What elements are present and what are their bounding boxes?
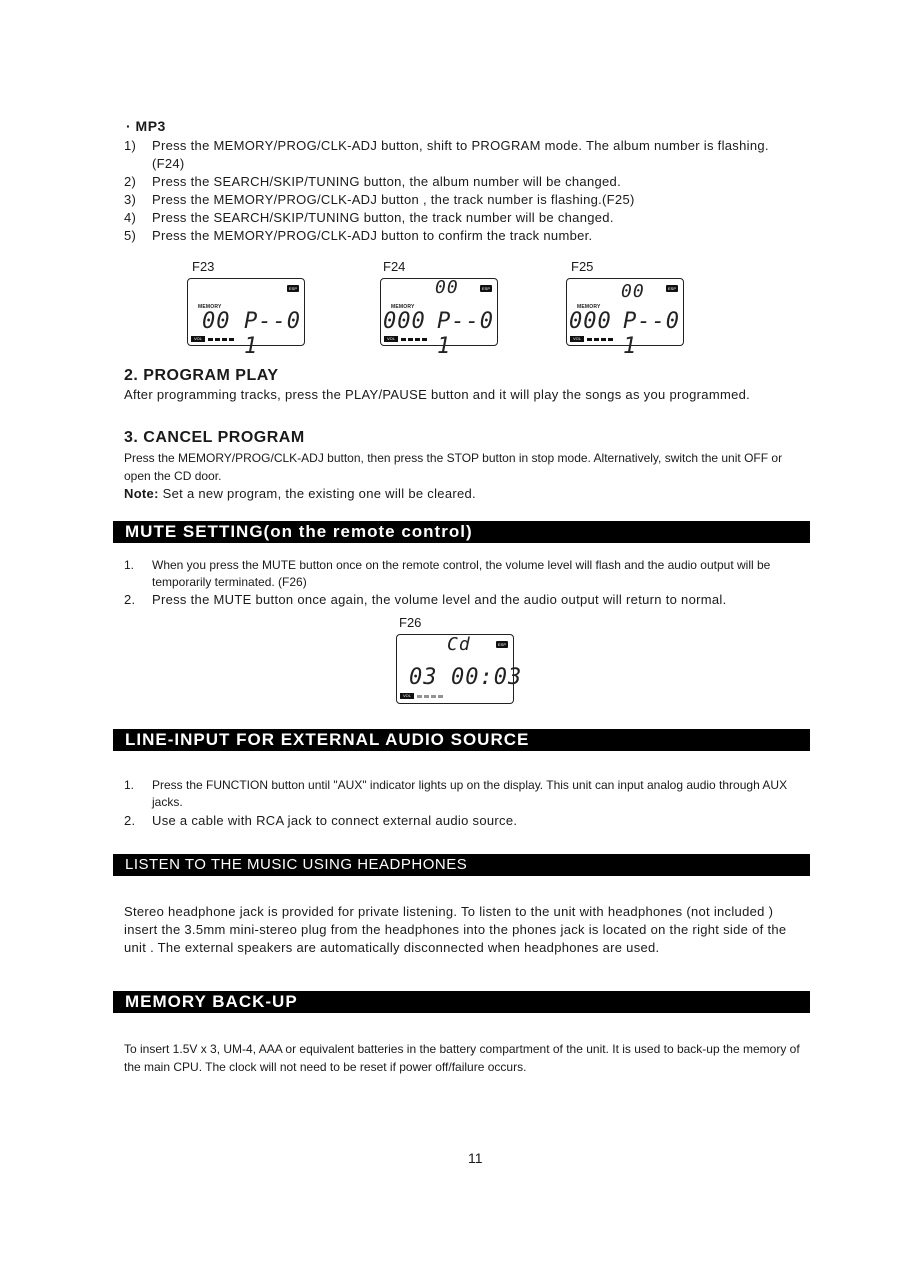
track-number: 03 [409, 665, 438, 690]
volume-level-bars [208, 338, 236, 341]
line-input-steps [124, 777, 804, 811]
memory-indicator: MEMORY [391, 304, 415, 310]
vol-indicator: VOL [191, 336, 205, 342]
mp3-steps [124, 137, 804, 245]
program-number: P--0 1 [244, 309, 301, 359]
figure-label-f24: F24 [383, 259, 406, 274]
album-number: 000 [383, 309, 426, 334]
note [124, 485, 804, 503]
volume-level-bars [417, 695, 445, 698]
list-item: 1. Press the FUNCTION button until "AUX" indicator lights up on the display. This unit can input analog audio through AUX jacks. [124, 778, 788, 809]
cancel-program-title: 3. CANCEL PROGRAM [124, 429, 305, 446]
list-item: 2. Use a cable with RCA jack to connect external audio source. [124, 813, 518, 828]
memory-backup-heading: MEMORY BACK-UP [113, 991, 810, 1013]
note-text: Set a new program, the existing one will be cleared. [158, 486, 476, 501]
program-play-text: After programming tracks, press the PLAY/PAUSE button and it will play the songs as you programmed. [124, 387, 751, 402]
lcd-display-f23 [187, 278, 305, 359]
vol-indicator: VOL [384, 336, 398, 342]
note-label: Note: [124, 486, 159, 501]
cd-indicator: Cd [447, 634, 471, 655]
list-item: 1) Press the MEMORY/PROG/CLK-ADJ button, shift to PROGRAM mode. The album number is flashing. (F24) [124, 138, 769, 171]
program-number: P--0 1 [437, 309, 494, 359]
mute-steps-2 [124, 591, 804, 609]
volume-level-bars [401, 338, 429, 341]
list-item: 4) Press the SEARCH/SKIP/TUNING button, the track number will be changed. [124, 210, 614, 225]
album-number: 000 [569, 309, 612, 334]
elapsed-time: 00:03 [451, 665, 523, 690]
memory-indicator: MEMORY [198, 304, 222, 310]
volume-level-bars [587, 338, 615, 341]
lcd-display-f26 [396, 634, 523, 704]
album-number: 00 [202, 309, 231, 334]
page-number: 11 [468, 1150, 483, 1166]
mute-setting-heading: MUTE SETTING(on the remote control) [113, 521, 810, 543]
memory-backup-text: To insert 1.5V x 3, UM-4, AAA or equivalent batteries in the battery compartment of the unit. It is used to back-up the memory of the main CPU. The clock will not need to be reset if power off/failure occurs. [124, 1042, 800, 1074]
lcd-display-f25 [566, 278, 684, 359]
figure-label-f23: F23 [192, 259, 215, 274]
list-item: 3) Press the MEMORY/PROG/CLK-ADJ button , the track number is flashing.(F25) [124, 192, 635, 207]
esp-indicator: ESP [481, 286, 490, 291]
headphones-text: Stereo headphone jack is provided for private listening. To listen to the unit with headphones (not included ) insert the 3.5mm mini-stereo plug from the headphones into the phones jack is located on the right side of the unit . The external speakers are automatically disconnected when headphones are used. [124, 904, 787, 955]
esp-indicator: ESP [667, 286, 676, 291]
figure-label-f25: F25 [571, 259, 594, 274]
line-input-heading: LINE-INPUT FOR EXTERNAL AUDIO SOURCE [113, 729, 810, 751]
list-item: 2. Press the MUTE button once again, the volume level and the audio output will return to normal. [124, 592, 727, 607]
track-top-number: 00 [621, 281, 645, 302]
esp-indicator: ESP [288, 286, 297, 291]
figure-label-f26: F26 [399, 615, 422, 630]
mp3-title: · MP3 [126, 118, 166, 134]
headphones-heading: LISTEN TO THE MUSIC USING HEADPHONES [113, 854, 810, 876]
vol-indicator: VOL [570, 336, 584, 342]
cancel-program-text: Press the MEMORY/PROG/CLK-ADJ button, then press the STOP button in stop mode. Alternatively, switch the unit OFF or open the CD door. [124, 451, 783, 483]
program-number: P--0 1 [623, 309, 680, 359]
vol-indicator: VOL [400, 693, 414, 699]
list-item: 1. When you press the MUTE button once on the remote control, the volume level will flash and the audio output will be temporarily terminated. (F26) [124, 558, 771, 589]
memory-indicator: MEMORY [577, 304, 601, 310]
list-item: 2) Press the SEARCH/SKIP/TUNING button, the album number will be changed. [124, 174, 621, 189]
list-item: 5) Press the MEMORY/PROG/CLK-ADJ button to confirm the track number. [124, 228, 593, 243]
line-input-steps-2 [124, 812, 804, 830]
lcd-display-f24 [380, 277, 498, 359]
program-play-title: 2. PROGRAM PLAY [124, 367, 279, 384]
track-top-number: 00 [435, 277, 459, 298]
esp-indicator: ESP [497, 642, 506, 647]
mute-steps [124, 557, 804, 591]
